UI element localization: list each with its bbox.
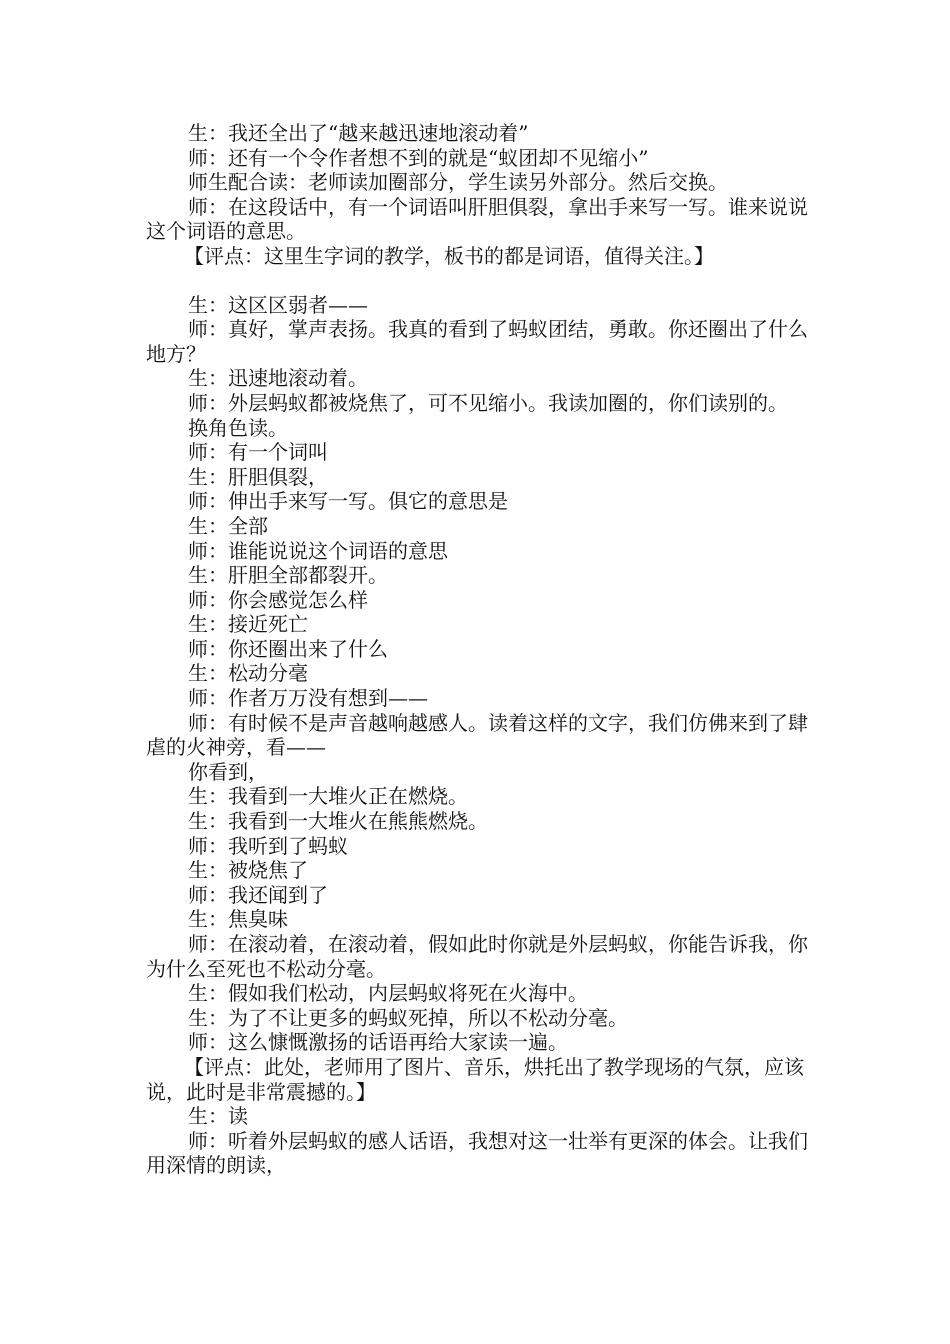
dialogue-paragraph: 师生配合读：老师读加圈部分，学生读另外部分。然后交换。 (188, 170, 728, 195)
dialogue-paragraph: 生：我还全出了“越来越迅速地滚动着” (188, 121, 529, 145)
dialogue-paragraph: 师：这么慷慨激扬的话语再给大家读一遍。 (188, 1030, 568, 1055)
dialogue-paragraph: 师：你还圈出来了什么 (188, 636, 388, 661)
dialogue-paragraph: 生：全部 (188, 513, 268, 538)
dialogue-paragraph: 生：读 (188, 1104, 248, 1129)
dialogue-paragraph: 生：我看到一大堆火正在燃烧。 (188, 784, 468, 809)
dialogue-paragraph: 生：我看到一大堆火在熊熊燃烧。 (188, 809, 488, 834)
dialogue-paragraph: 师：在这段话中，有一个词语叫肝胆俱裂，拿出手来写一写。谁来说说这个词语的意思。 (146, 194, 808, 244)
commentary-paragraph: 【评点：这里生字词的教学，板书的都是词语，值得关注。】 (184, 243, 714, 268)
dialogue-paragraph: 师：真好，掌声表扬。我真的看到了蚂蚁团结，勇敢。你还圈出了什么地方？ (146, 317, 808, 366)
dialogue-paragraph: 师：听着外层蚂蚁的感人话语，我想对这一壮举有更深的体会。让我们用深情的朗读， (146, 1128, 808, 1178)
dialogue-paragraph: 生：焦臭味 (188, 907, 288, 932)
dialogue-paragraph: 师：外层蚂蚁都被烧焦了，可不见缩小。我读加圈的，你们读别的。 (188, 390, 788, 415)
commentary-paragraph: 【评点：此处，老师用了图片、音乐，烘托出了教学现场的气氛，应该说，此时是非常震撼的。】 (146, 1054, 804, 1104)
blank-line (146, 269, 818, 293)
dialogue-paragraph: 生：被烧焦了 (188, 858, 308, 883)
dialogue-paragraph: 师：我还闻到了 (188, 882, 328, 907)
dialogue-paragraph: 生：迅速地滚动着。 (188, 366, 368, 391)
dialogue-paragraph: 师：有时候不是声音越响越感人。读着这样的文字，我们仿佛来到了肆虐的火神旁，看—— (146, 710, 808, 760)
dialogue-paragraph: 师：有一个词叫 (188, 440, 328, 465)
dialogue-paragraph: 生：假如我们松动，内层蚂蚁将死在火海中。 (188, 981, 588, 1006)
dialogue-paragraph: 师：伸出手来写一写。俱它的意思是 (188, 489, 508, 514)
dialogue-paragraph: 换角色读。 (188, 415, 288, 440)
dialogue-paragraph: 生：肝胆全部都裂开。 (188, 563, 388, 588)
document-body (146, 121, 818, 1178)
dialogue-paragraph: 生：肝胆俱裂， (188, 464, 328, 489)
dialogue-paragraph: 师：在滚动着，在滚动着，假如此时你就是外层蚂蚁，你能告诉我，你为什么至死也不松动分毫。 (146, 932, 808, 981)
dialogue-paragraph: 师：谁能说说这个词语的意思 (188, 538, 448, 563)
dialogue-paragraph: 师：作者万万没有想到—— (188, 686, 428, 711)
dialogue-paragraph: 师：还有一个令作者想不到的就是“蚁团却不见缩小” (188, 145, 649, 170)
dialogue-paragraph: 生：为了不让更多的蚂蚁死掉，所以不松动分毫。 (188, 1005, 628, 1030)
dialogue-paragraph: 你看到， (188, 759, 268, 784)
dialogue-paragraph: 师：你会感觉怎么样 (188, 587, 368, 612)
dialogue-paragraph: 生：这区区弱者—— (188, 292, 368, 317)
dialogue-paragraph: 师：我听到了蚂蚁 (188, 833, 348, 858)
dialogue-paragraph: 生：接近死亡 (188, 612, 308, 637)
dialogue-paragraph: 生：松动分毫 (188, 661, 308, 686)
